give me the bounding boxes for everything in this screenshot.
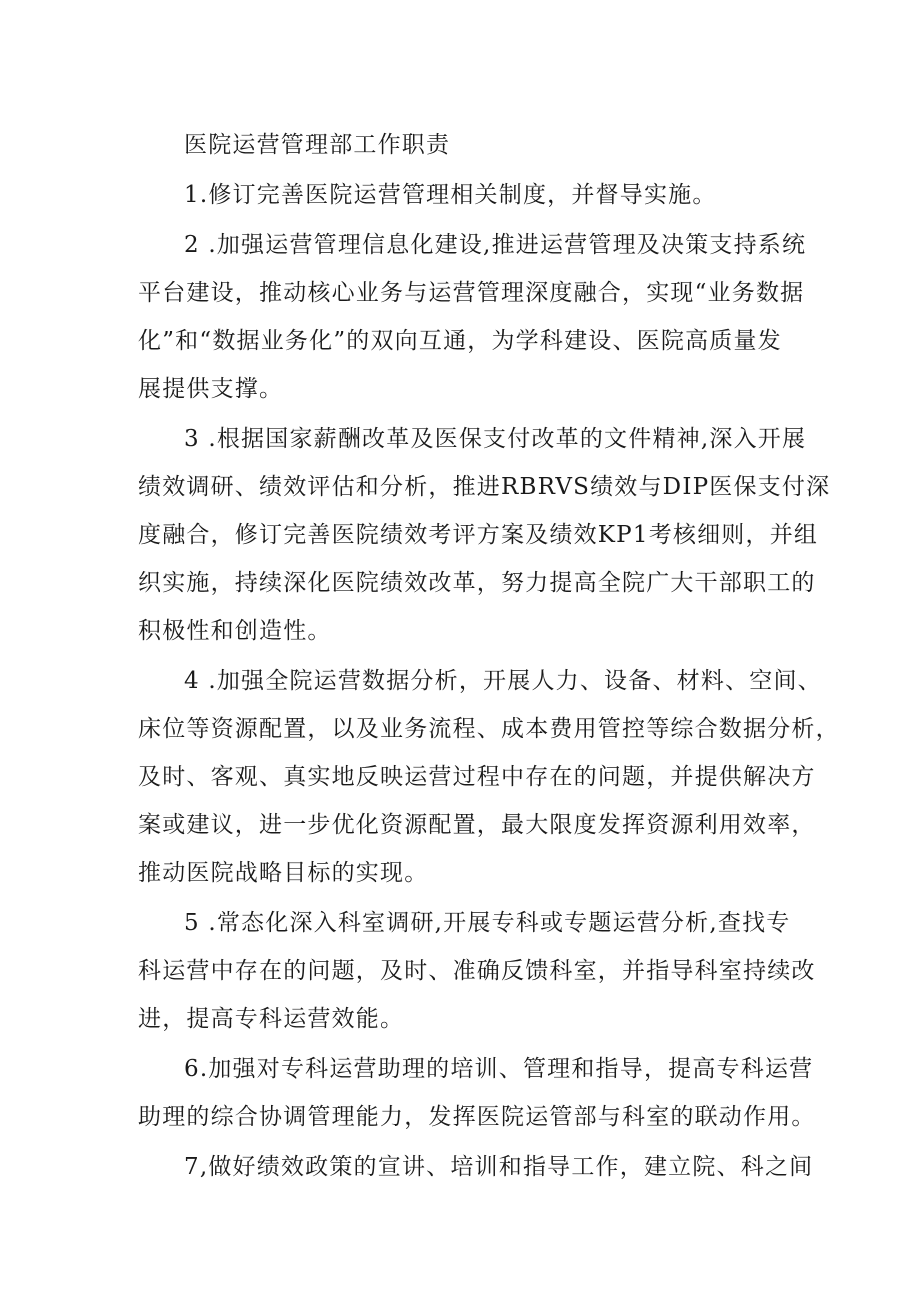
paragraph-3-line-4: 织实施，持续深化医院绩效改革，努力提高全院广大干部职工的 — [138, 570, 816, 596]
paragraph-2-line-3: 化”和“数据业务化”的双向互通，为学科建设、医院高质量发 — [138, 328, 782, 354]
paragraph-4-line-2: 床位等资源配置，以及业务流程、成本费用管控等综合数据分析， — [138, 716, 840, 742]
paragraph-4-line-5: 推动医院战略目标的实现。 — [138, 860, 429, 886]
paragraph-4-line-3: 及时、客观、真实地反映运营过程中存在的问题，并提供解决方 — [138, 764, 816, 790]
paragraph-3-line-3: 度融合，修订完善医院绩效考评方案及绩效KP1考核细则，并组 — [138, 522, 819, 548]
paragraph-3-line-1: 3 .根据国家薪酬改革及医保支付改革的文件精神,深入开展 — [184, 426, 807, 452]
paragraph-2-line-4: 展提供支撑。 — [138, 376, 284, 402]
paragraph-4-line-4: 案或建议，进一步优化资源配置，最大限度发挥资源利用效率， — [138, 812, 816, 838]
paragraph-7-line-1: 7,做好绩效政策的宣讲、培训和指导工作，建立院、科之间 — [184, 1154, 814, 1180]
paragraph-5-line-1: 5 .常态化深入科室调研,开展专科或专题运营分析,查找专 — [184, 910, 791, 936]
paragraph-1-line-1: 1.修订完善医院运营管理相关制度，并督导实施。 — [184, 182, 717, 208]
paragraph-5-line-3: 进，提高专科运营效能。 — [138, 1006, 405, 1032]
paragraph-5-line-2: 科运营中存在的问题，及时、准确反馈科室，并指导科室持续改 — [138, 958, 816, 984]
paragraph-3-line-2: 绩效调研、绩效评估和分析，推进RBRVS绩效与DIP医保支付深 — [138, 474, 831, 500]
paragraph-2-line-1: 2 .加强运营管理信息化建设,推进运营管理及决策支持系统 — [184, 232, 807, 258]
paragraph-3-line-5: 积极性和创造性。 — [138, 618, 332, 644]
paragraph-6-line-1: 6.加强对专科运营助理的培训、管理和指导，提高专科运营 — [184, 1056, 814, 1082]
paragraph-2-line-2: 平台建设，推动核心业务与运营管理深度融合，实现“业务数据 — [138, 280, 805, 306]
document-title: 医院运营管理部工作职责 — [184, 132, 451, 158]
paragraph-4-line-1: 4 .加强全院运营数据分析，开展人力、设备、材料、空间、 — [184, 668, 822, 694]
paragraph-6-line-2: 助理的综合协调管理能力，发挥医院运管部与科室的联动作用。 — [138, 1104, 816, 1130]
